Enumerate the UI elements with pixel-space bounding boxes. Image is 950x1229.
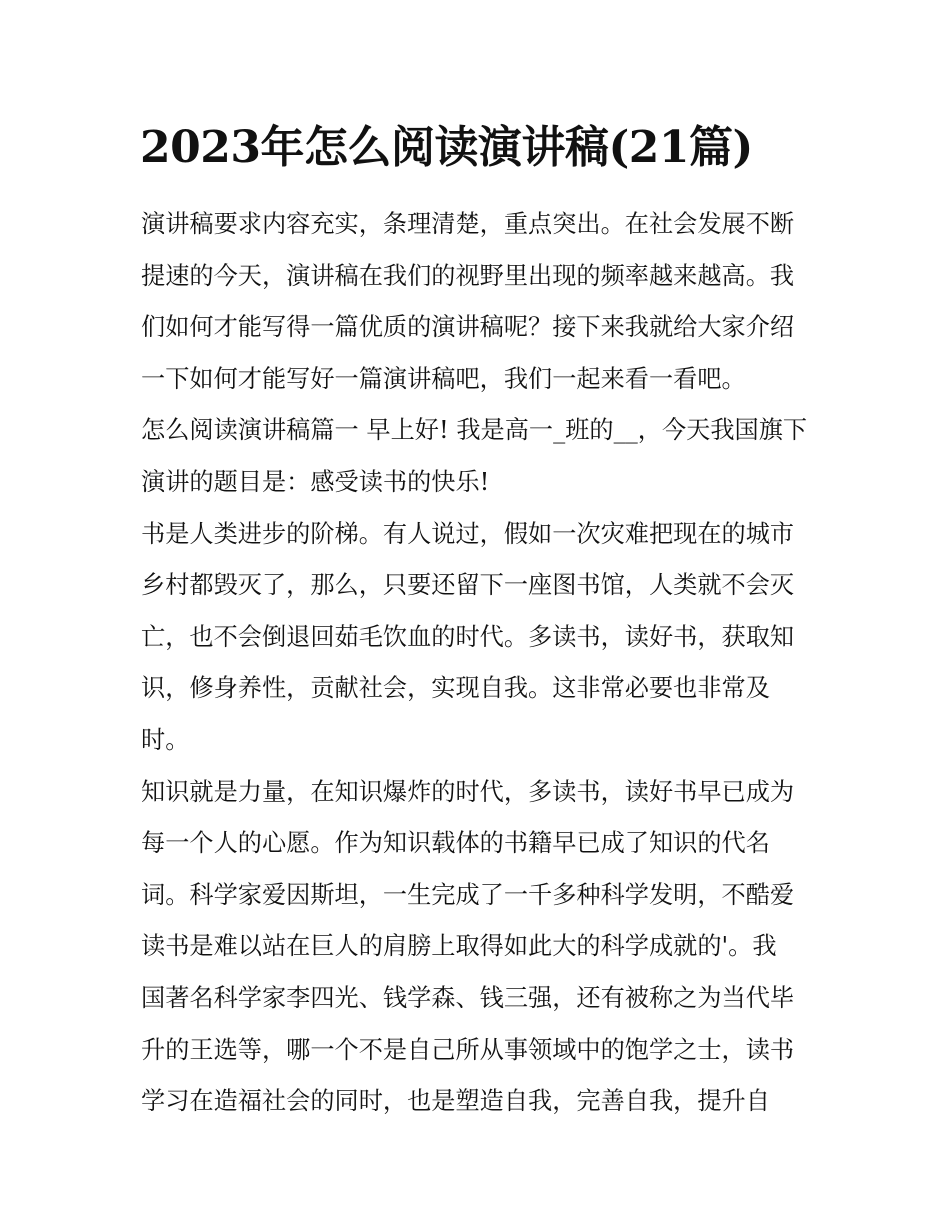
body-line: 们如何才能写得一篇优质的演讲稿呢？接下来我就给大家介绍 [141,313,795,342]
body-line: 一下如何才能写好一篇演讲稿吧，我们一起来看一看吧。 [141,364,746,393]
body-line: 时。 [141,725,190,754]
body-line: 书是人类进步的阶梯。有人说过，假如一次灾难把现在的城市 [141,519,795,548]
body-line: 怎么阅读演讲稿篇一 早上好! 我是高一_班的__，今天我国旗下 [141,416,808,445]
body-line: 读书是难以站在巨人的肩膀上取得如此大的科学成就的'。我 [141,932,777,961]
body-line: 乡村都毁灭了，那么，只要还留下一座图书馆，人类就不会灭 [141,571,795,600]
body-line: 学习在造福社会的同时，也是塑造自我，完善自我，提升自 [141,1087,770,1116]
body-line: 词。科学家爱因斯坦，一生完成了一千多种科学发明，不酷爱 [141,880,795,909]
body-line: 提速的今天，演讲稿在我们的视野里出现的频率越来越高。我 [141,261,795,290]
document-title: 2023年怎么阅读演讲稿(21篇) [140,122,753,173]
body-line: 知识就是力量，在知识爆炸的时代，多读书，读好书早已成为 [141,777,795,806]
body-line: 演讲稿要求内容充实，条理清楚，重点突出。在社会发展不断 [141,210,795,238]
body-line: 升的王选等，哪一个不是自己所从事领域中的饱学之士，读书 [141,1035,795,1064]
body-line: 国著名科学家李四光、钱学森、钱三强，还有被称之为当代毕 [141,983,795,1012]
document-body [141,199,811,1128]
body-line: 亡，也不会倒退回茹毛饮血的时代。多读书，读好书，获取知 [141,622,795,651]
body-line: 识，修身养性，贡献社会，实现自我。这非常必要也非常及 [141,674,770,703]
body-line: 演讲的题目是：感受读书的快乐! [141,467,490,496]
body-line: 每一个人的心愿。作为知识载体的书籍早已成了知识的代名 [141,829,770,858]
